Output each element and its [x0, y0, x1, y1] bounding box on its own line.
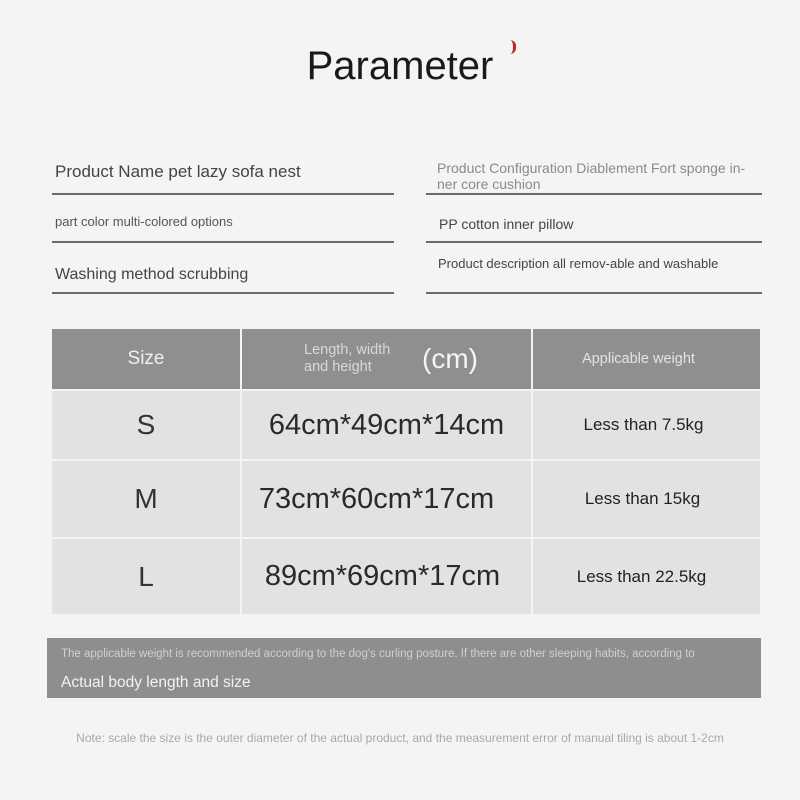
param-washing-method: Washing method scrubbing	[52, 252, 394, 294]
size-letter: L	[138, 560, 154, 592]
header-weight	[533, 329, 760, 389]
header-size-label: Size	[127, 348, 165, 369]
table-row-size	[52, 461, 240, 537]
header-size	[52, 329, 240, 389]
table-row-size	[52, 539, 240, 614]
dimensions-value: 64cm*49cm*14cm	[268, 408, 505, 441]
table-row-dimensions	[242, 539, 531, 614]
weight-note-box	[47, 638, 761, 698]
table-row-size	[52, 391, 240, 459]
table-row-weight	[533, 539, 760, 614]
weight-note-text: The applicable weight is recommended according to the dog's curling posture. If there are other sleeping habits, according to	[61, 648, 695, 660]
size-letter: S	[136, 409, 156, 440]
page-title: Parameter	[306, 44, 494, 88]
param-product-description: Product description all remov-able and washable	[426, 252, 762, 294]
header-unit-label: (cm)	[422, 343, 478, 374]
weight-note-emphasis: Actual body length and size	[61, 674, 251, 691]
weight-value: Less than 22.5kg	[576, 566, 707, 586]
table-row-dimensions	[242, 391, 531, 459]
dimensions-value: 73cm*60cm*17cm	[258, 482, 495, 515]
table-row-dimensions	[242, 461, 531, 537]
param-inner-pillow: PP cotton inner pillow	[426, 203, 762, 243]
header-weight-label: Applicable weight	[582, 351, 695, 367]
size-table	[50, 327, 762, 616]
weight-value: Less than 15kg	[584, 489, 701, 508]
table-row-weight	[533, 461, 760, 537]
table-row-weight	[533, 391, 760, 459]
measurement-footnote: Note: scale the size is the outer diameter of the actual product, and the measurement error of manual tiling is about 1-2cm	[76, 731, 724, 745]
weight-value: Less than 7.5kg	[583, 415, 704, 434]
size-letter: M	[134, 483, 158, 514]
header-dimensions	[242, 329, 531, 389]
param-product-name: Product Name pet lazy sofa nest	[52, 146, 394, 195]
param-product-configuration: Product Configuration Diablement Fort sponge in-ner core cushion	[426, 146, 762, 195]
param-part-color: part color multi-colored options	[52, 203, 394, 243]
dimensions-value: 89cm*69cm*17cm	[264, 560, 501, 592]
header-dimensions-label: Length, width and height	[304, 342, 391, 375]
